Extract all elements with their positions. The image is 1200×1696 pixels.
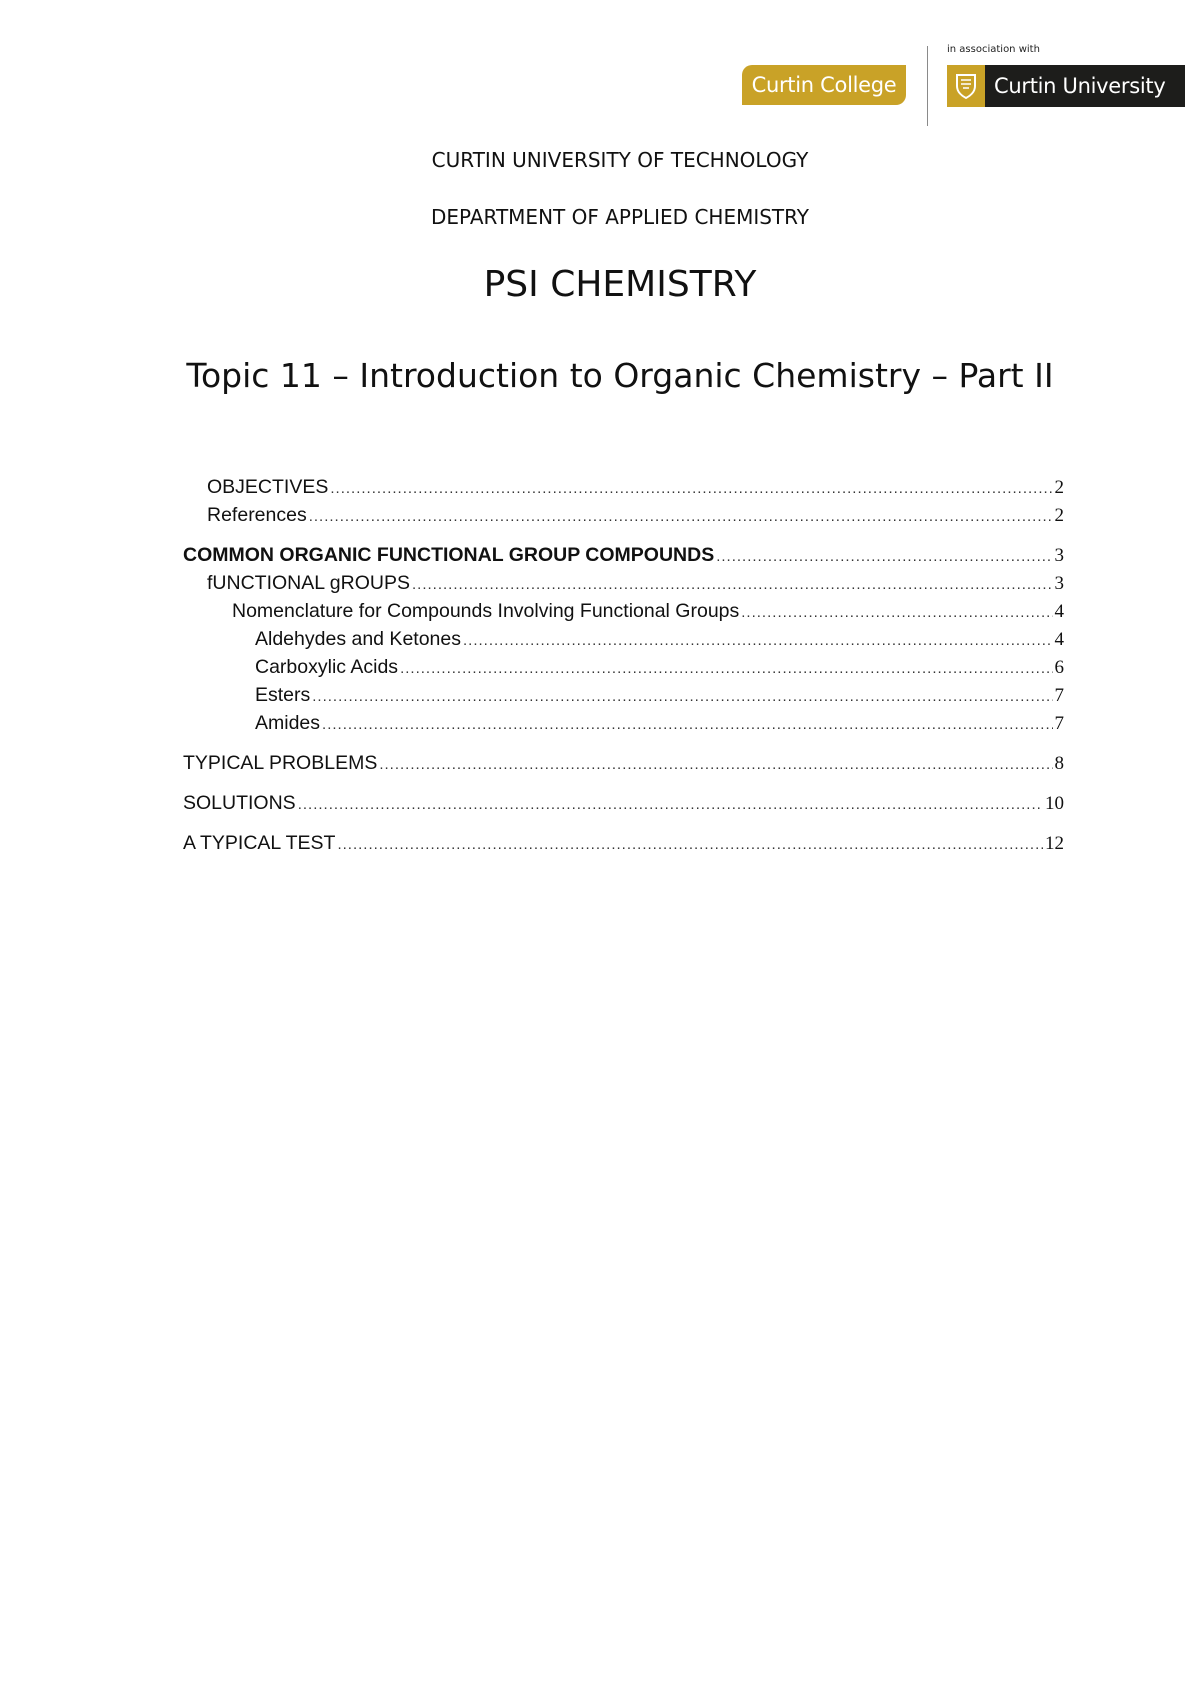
toc-label: fUNCTIONAL gROUPS <box>207 572 410 594</box>
toc-leader <box>312 682 1052 710</box>
curtin-university-logo <box>947 65 1185 107</box>
toc-entry-nomenclature[interactable] <box>183 598 1064 626</box>
toc-page-number: 7 <box>1054 685 1064 706</box>
toc-label: A TYPICAL TEST <box>183 832 336 854</box>
toc-label: COMMON ORGANIC FUNCTIONAL GROUP COMPOUNDS <box>183 544 715 566</box>
toc-label: Carboxylic Acids <box>255 656 399 678</box>
table-of-contents <box>183 474 1064 858</box>
toc-page-number: 3 <box>1054 545 1064 566</box>
toc-leader <box>309 502 1053 530</box>
toc-leader <box>400 654 1052 682</box>
department-name: DEPARTMENT OF APPLIED CHEMISTRY <box>431 205 809 229</box>
toc-label: TYPICAL PROBLEMS <box>183 752 378 774</box>
toc-leader <box>298 790 1043 818</box>
toc-page-number: 2 <box>1054 477 1064 498</box>
toc-leader <box>322 710 1052 738</box>
toc-entry-carboxylic-acids[interactable] <box>183 654 1064 682</box>
toc-page-number: 2 <box>1054 505 1064 526</box>
toc-leader <box>330 474 1052 502</box>
toc-leader <box>716 542 1052 570</box>
toc-label: Esters <box>255 684 311 706</box>
toc-page-number: 6 <box>1054 657 1064 678</box>
toc-leader <box>463 626 1053 654</box>
toc-label: Amides <box>255 712 321 734</box>
toc-page-number: 7 <box>1054 713 1064 734</box>
toc-label: Nomenclature for Compounds Involving Functional Groups <box>232 600 740 622</box>
course-title: PSI CHEMISTRY <box>483 264 757 305</box>
toc-entry-typical-problems[interactable] <box>183 750 1064 778</box>
toc-label: SOLUTIONS <box>183 792 296 814</box>
toc-label: Aldehydes and Ketones <box>255 628 461 650</box>
toc-label: OBJECTIVES <box>207 476 329 498</box>
logo-divider <box>927 46 928 126</box>
curtin-college-logo-text: Curtin College <box>751 73 897 97</box>
toc-label: References <box>207 504 307 526</box>
toc-page-number: 4 <box>1054 629 1064 650</box>
toc-leader <box>337 830 1043 858</box>
topic-title: Topic 11 – Introduction to Organic Chemistry – Part II <box>186 356 1054 395</box>
toc-entry-functional-groups[interactable] <box>183 570 1064 598</box>
toc-entry-objectives[interactable] <box>183 474 1064 502</box>
toc-page-number: 8 <box>1054 753 1064 774</box>
toc-page-number: 4 <box>1054 601 1064 622</box>
toc-page-number: 12 <box>1045 833 1064 854</box>
curtin-university-logo-text: Curtin University <box>994 74 1166 98</box>
toc-leader <box>412 570 1053 598</box>
toc-leader <box>741 598 1052 626</box>
curtin-college-logo <box>742 65 906 105</box>
shield-crest-icon <box>947 65 985 107</box>
toc-entry-amides[interactable] <box>183 710 1064 738</box>
toc-page-number: 10 <box>1045 793 1064 814</box>
toc-entry-references[interactable] <box>183 502 1064 530</box>
toc-entry-typical-test[interactable] <box>183 830 1064 858</box>
toc-entry-solutions[interactable] <box>183 790 1064 818</box>
toc-leader <box>379 750 1052 778</box>
toc-entry-aldehydes-ketones[interactable] <box>183 626 1064 654</box>
association-text: in association with <box>947 44 1040 55</box>
toc-entry-functional-group-compounds[interactable] <box>183 542 1064 570</box>
toc-page-number: 3 <box>1054 573 1064 594</box>
toc-entry-esters[interactable] <box>183 682 1064 710</box>
university-name: CURTIN UNIVERSITY OF TECHNOLOGY <box>431 148 809 172</box>
